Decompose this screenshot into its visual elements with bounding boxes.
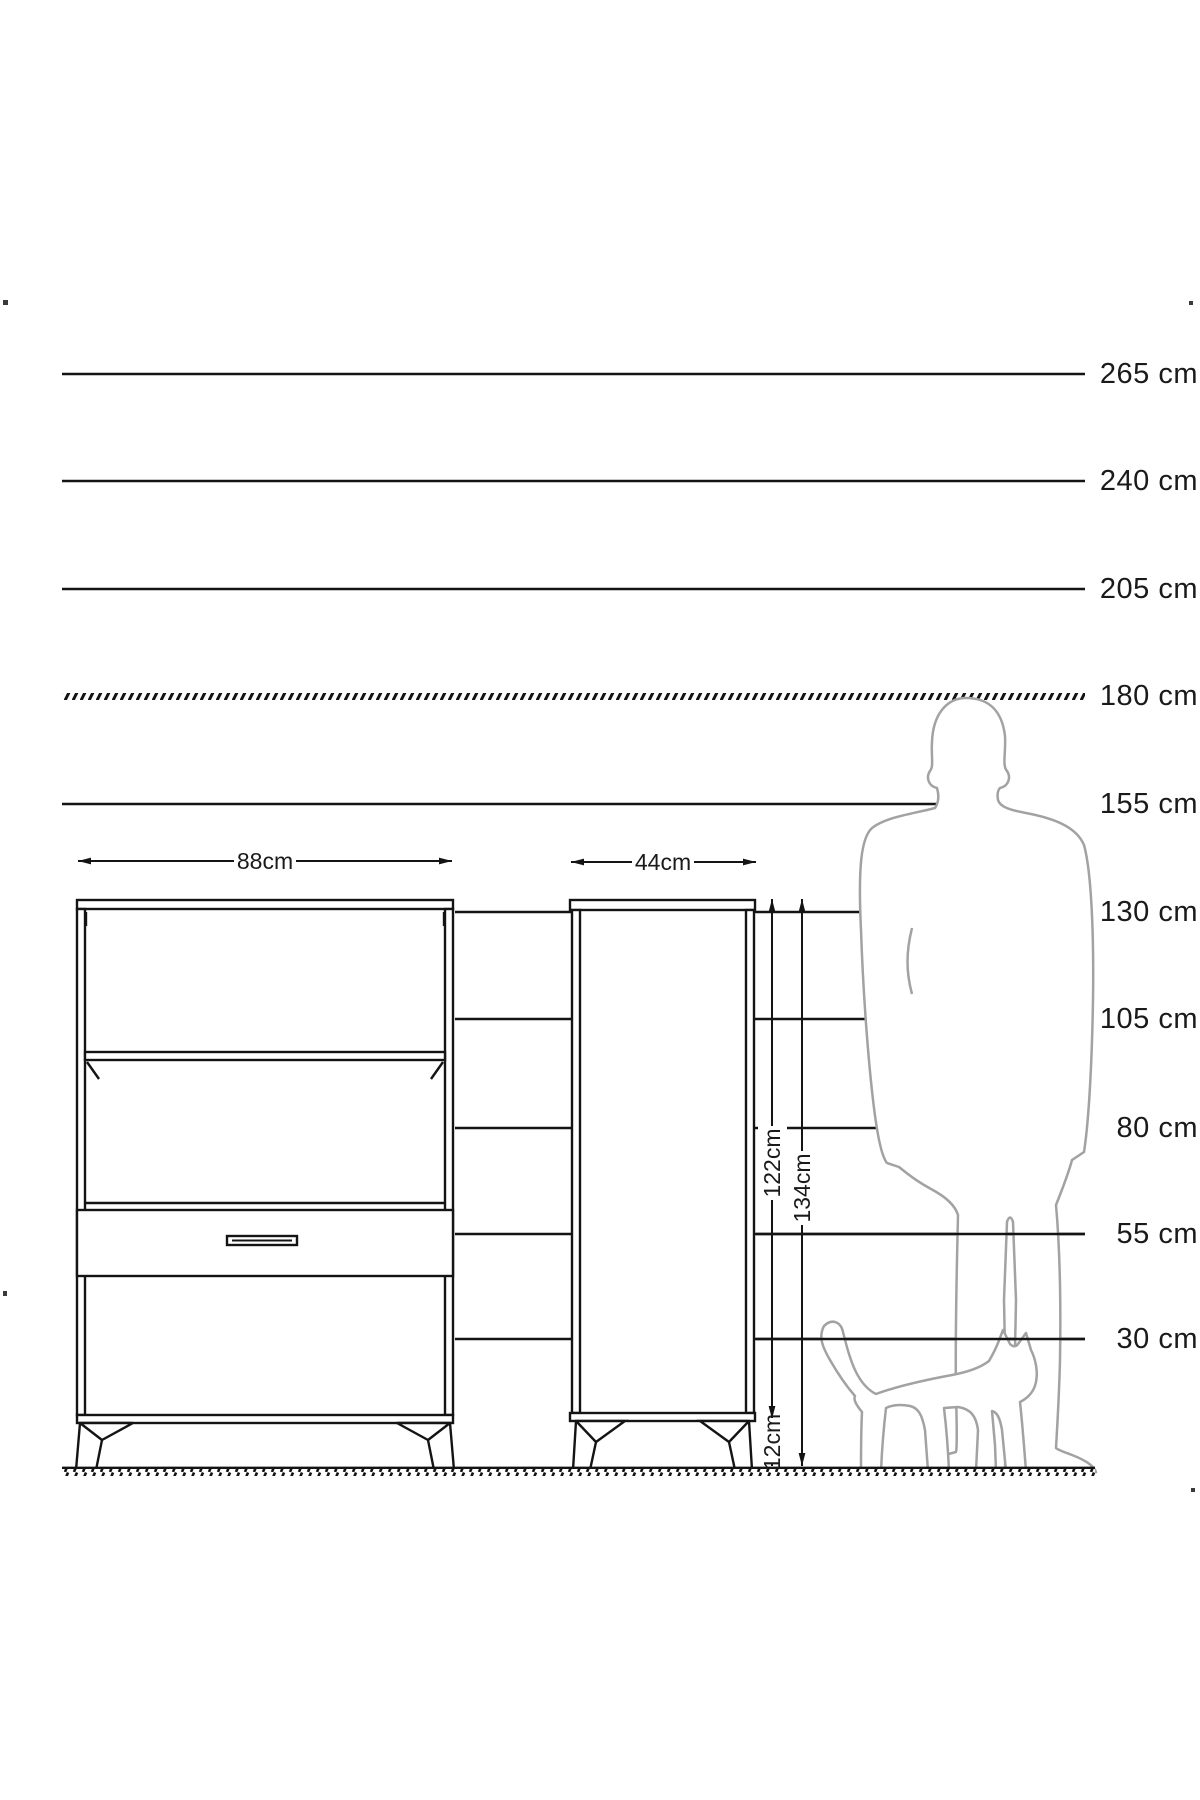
ruler-label-205cm: 205 cm (1099, 572, 1198, 605)
speck (1191, 1488, 1195, 1492)
speck (3, 300, 8, 305)
dim-label-88cm: 88cm (236, 848, 294, 874)
cabinet-right-44cm (570, 900, 755, 1470)
speck (1189, 301, 1193, 305)
ruler-label-180cm: 180 cm (1099, 679, 1198, 712)
person-outline (860, 698, 1096, 1472)
speck (3, 1291, 7, 1296)
ruler-label-240cm: 240 cm (1099, 464, 1198, 497)
cabinet-right-body (580, 910, 746, 1413)
ruler-label-105cm: 105 cm (1099, 1002, 1198, 1035)
cabinet-left-leg-left (76, 1423, 133, 1470)
cabinet-left-88cm (76, 900, 454, 1470)
ruler-label-55cm: 55 cm (1116, 1217, 1198, 1250)
cabinet-right-side-right (746, 910, 754, 1413)
cabinet-left-leg-right (397, 1423, 454, 1470)
cabinet-left-side-right (445, 909, 453, 1415)
cabinet-left-shelf (85, 1052, 445, 1060)
ground-line (62, 1468, 1095, 1476)
cabinet-left-bottom-panel (77, 1415, 453, 1423)
dim-label-134cm: 134cm (789, 1153, 815, 1223)
ruler-label-155cm: 155 cm (1099, 787, 1198, 820)
ruler-label-265cm: 265 cm (1099, 357, 1198, 390)
cabinet-left-body (85, 909, 445, 1415)
ruler-label-30cm: 30 cm (1116, 1322, 1198, 1355)
cabinet-left-top-panel (77, 900, 453, 909)
person-silhouette (860, 698, 1096, 1472)
dim-label-122cm: 122cm (759, 1128, 785, 1198)
ruler-label-80cm: 80 cm (1116, 1111, 1198, 1144)
line-180cm-hatched (62, 693, 1085, 700)
cabinet-left-side-left (77, 909, 85, 1415)
cabinet-right-top-panel (570, 900, 755, 910)
dim-label-12cm: 12cm (759, 1413, 785, 1471)
dim-label-44cm: 44cm (634, 849, 692, 875)
cat-silhouette (821, 1322, 1036, 1471)
cabinet-right-leg-left (573, 1421, 625, 1470)
cabinet-right-leg-right (700, 1421, 752, 1470)
cabinet-right-side-left (572, 910, 580, 1413)
ruler-label-130cm: 130 cm (1099, 895, 1198, 928)
